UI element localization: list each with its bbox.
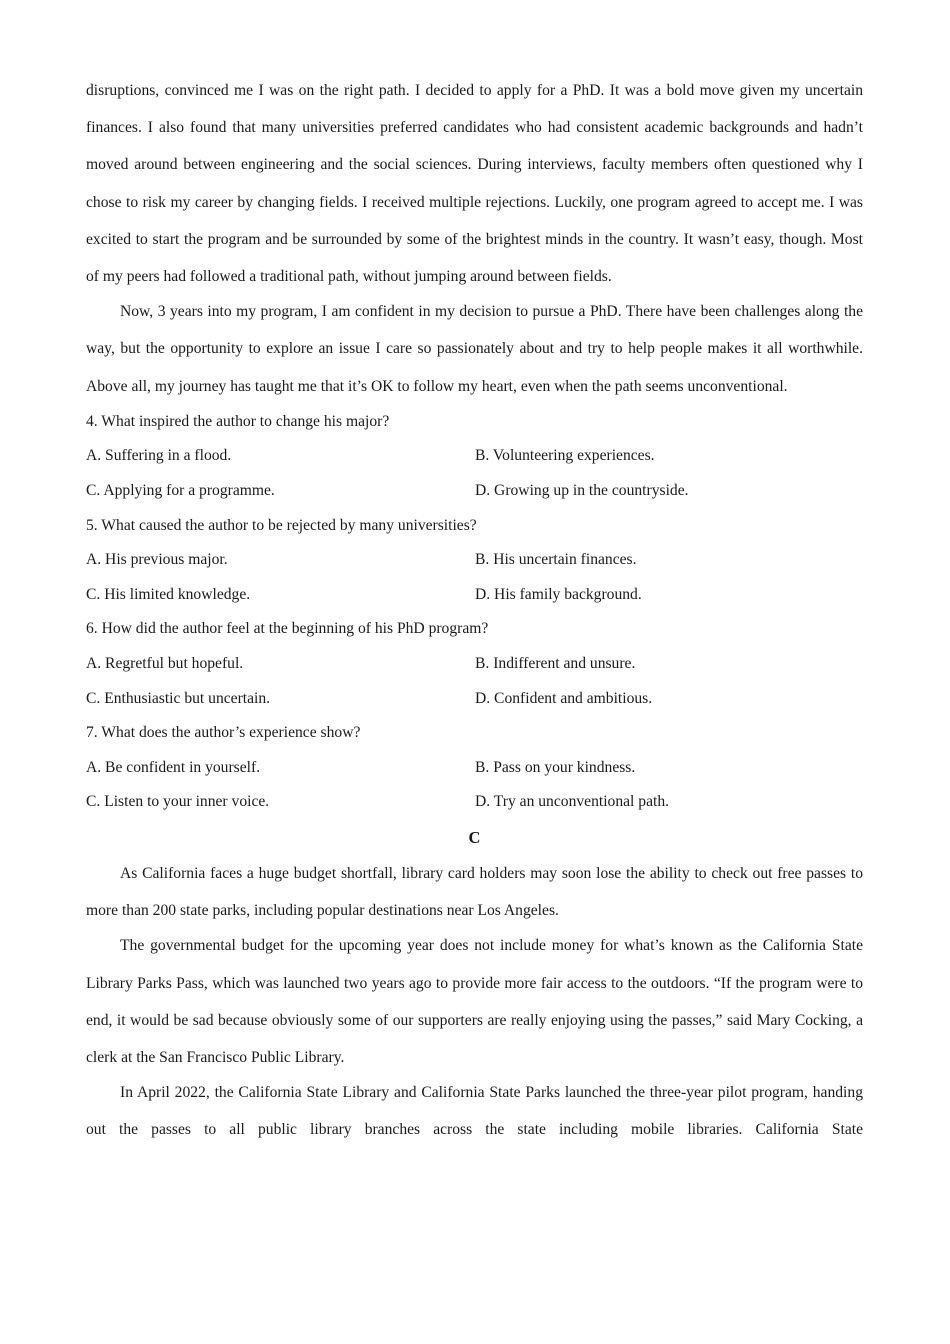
question-stem: 5. What caused the author to be rejected by many universities?: [86, 516, 477, 534]
passage-c-paragraph: As California faces a huge budget shortfall, library card holders may soon lose the ability to check out free passes to more than 200 state parks, including popular destinations near Los Angeles.: [86, 864, 863, 920]
exam-page: [86, 72, 863, 1149]
option: B. Indifferent and unsure.: [475, 654, 636, 672]
option: C. Applying for a programme.: [86, 482, 275, 500]
option-row: [86, 647, 863, 682]
option: C. Enthusiastic but uncertain.: [86, 689, 271, 707]
option-row: [86, 785, 863, 820]
option-row: [86, 439, 863, 474]
option-row: [86, 751, 863, 786]
passage-c-paragraph: The governmental budget for the upcoming year does not include money for what’s known as the California State Library Parks Pass, which was launched two years ago to provide more fair access to the outdoors. “If the program were to end, it would be sad because obviously some of our supporters are really enjoying using the passes,” said Mary Cocking, a clerk at the San Francisco Public Library.: [86, 937, 863, 1066]
question-block: [86, 405, 863, 509]
option: A. His previous major.: [86, 551, 228, 569]
option: C. His limited knowledge.: [86, 585, 251, 603]
option: D. Try an unconventional path.: [475, 793, 670, 811]
option: B. Volunteering experiences.: [475, 447, 655, 465]
option-row: [86, 474, 863, 509]
option: D. His family background.: [475, 585, 642, 603]
question-stem: 6. How did the author feel at the beginning of his PhD program?: [86, 620, 489, 638]
question-block: [86, 509, 863, 613]
passage-c-paragraph: In April 2022, the California State Library and California State Parks launched the three-year pilot program, handing out the passes to all public library branches across the state including mobile libraries. California State: [86, 1084, 863, 1139]
option: D. Growing up in the countryside.: [475, 482, 689, 500]
passage-b-paragraph: Now, 3 years into my program, I am confident in my decision to pursue a PhD. There have been challenges along the way, but the opportunity to explore an issue I care so passionately about and try to help people makes it all worthwhile. Above all, my journey has taught me that it’s OK to follow my heart, even when the path seems unconventional.: [86, 303, 863, 395]
option: A. Be confident in yourself.: [86, 758, 261, 776]
option-row: [86, 682, 863, 717]
option-row: [86, 543, 863, 578]
question-block: [86, 716, 863, 820]
question-block: [86, 612, 863, 716]
question-stem: 4. What inspired the author to change his major?: [86, 412, 390, 430]
option-row: [86, 578, 863, 613]
option: B. His uncertain finances.: [475, 551, 637, 569]
option: A. Regretful but hopeful.: [86, 654, 244, 672]
section-title: C: [468, 827, 481, 847]
passage-b-paragraph: disruptions, convinced me I was on the right path. I decided to apply for a PhD. It was a bold move given my uncertain finances. I also found that many universities preferred candidates who had consistent academic backgrounds and hadn’t moved around between engineering and the social sciences. During interviews, faculty members often questioned why I chose to risk my career by changing fields. I received multiple rejections. Luckily, one program agreed to accept me. I was excited to start the program and be surrounded by some of the brightest minds in the country. It wasn’t easy, though. Most of my peers had followed a traditional path, without jumping around between fields.: [86, 82, 863, 286]
option: D. Confident and ambitious.: [475, 689, 653, 707]
option: C. Listen to your inner voice.: [86, 793, 270, 811]
option: A. Suffering in a flood.: [86, 447, 232, 465]
question-stem: 7. What does the author’s experience show?: [86, 724, 361, 742]
option: B. Pass on your kindness.: [475, 758, 636, 776]
